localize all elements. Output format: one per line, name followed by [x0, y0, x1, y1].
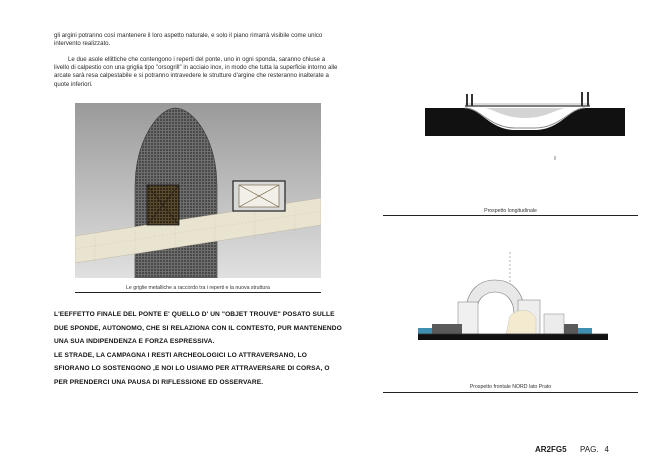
- grid-caption: Le griglie metalliche a raccordo tra i reperti e la nuova struttura: [126, 285, 270, 291]
- longitudinal-divider: [383, 215, 638, 216]
- bold-paragraph-1: L'EEFFETTO FINALE DEL PONTE E' QUELLO D' UN "OBJET TROUVE" POSATO SULLE DUE SPONDE, AUTONOMO, CHE SI RELAZIONA CON IL CONTESTO, PUR MANTENENDO UNA SUA INDIPENDENZA E FORZA ESPRESSIVA.: [54, 311, 342, 346]
- page-number: [580, 445, 609, 454]
- page-label: PAG.: [580, 445, 599, 454]
- caption-divider: [75, 292, 321, 293]
- asole-paragraph: Le due asole ellittiche che contengono i reperti del ponte, uno in ogni sponda, saranno chiuse a livello di calpestio con una griglia tipo "orsogrill" in acciaio inox, in modo che tutta la superficie intorno alle arcate sarà resa calpestabile e si potranno intravedere le strutture d'argine che resteranno inalterate a quote inferiori.: [54, 56, 338, 88]
- grid-render-image: [75, 103, 321, 278]
- frontal-caption: Prospetto frontale NORD lato Prato: [469, 384, 552, 390]
- frontal-elevation-drawing: [418, 252, 608, 352]
- conclusion-text: [54, 308, 344, 390]
- longitudinal-caption: Prospetto longitudinale: [484, 208, 537, 214]
- frontal-divider: [383, 392, 638, 393]
- drawing-code: AR2FG5: [535, 445, 567, 454]
- page-number-value: 4: [604, 445, 609, 454]
- bold-paragraph-2: LE STRADE, LA CAMPAGNA I RESTI ARCHEOLOGICI LO ATTRAVERSANO, LO SFIORANO LO SOSTENGONO ,E NOI LO USIAMO PER ATTRAVERSARE DI CORSA, O PER PRENDERCI UNA PAUSA DI RIFLESSIONE ED OSSERVARE.: [54, 351, 330, 386]
- intro-paragraph: gli argini potranno così mantenere il loro aspetto naturale, e solo il piano rimarrà visibile come unico intervento realizzato.: [54, 32, 323, 48]
- longitudinal-elevation-drawing: [425, 88, 625, 160]
